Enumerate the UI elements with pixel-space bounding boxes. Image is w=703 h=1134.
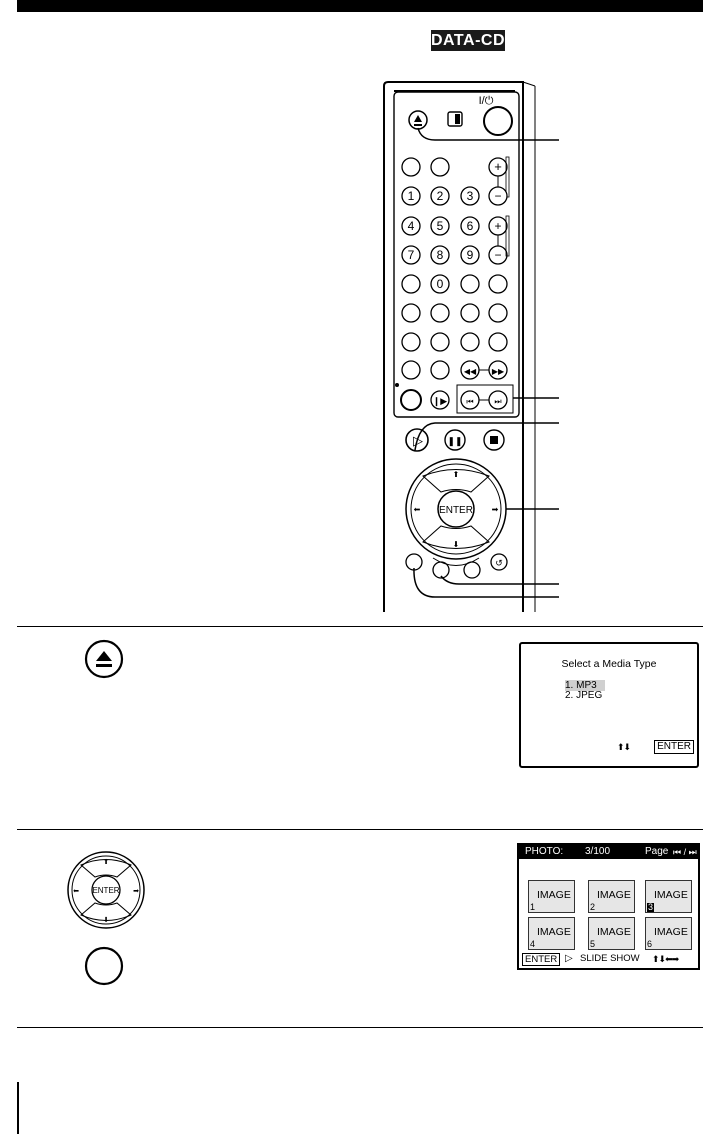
section-divider [17, 829, 703, 830]
thumbnail-selected[interactable] [645, 880, 692, 913]
section-divider [17, 626, 703, 627]
svg-text:+: + [494, 219, 502, 233]
direction-arrows-icon: ⬆⬇⬅➡ [652, 954, 679, 964]
svg-text:−: − [494, 248, 502, 262]
thumbnail[interactable] [528, 880, 575, 913]
round-button-icon [84, 946, 124, 986]
thumbnail[interactable] [588, 917, 635, 950]
up-down-arrows-icon: ⬆⬇ [617, 742, 631, 752]
svg-text:⬇: ⬇ [103, 917, 109, 924]
svg-text:+: + [494, 159, 502, 174]
photo-browse-screen [517, 843, 700, 970]
remote-power-button [484, 107, 512, 135]
thumbnail-number: 5 [590, 939, 596, 949]
remote-enter-label: ENTER [439, 505, 473, 516]
thumbnail-label: IMAGE [654, 889, 688, 901]
thumbnail-label: IMAGE [597, 889, 631, 901]
media-option-jpeg[interactable]: 2. JPEG [565, 690, 603, 701]
svg-text:⬅: ⬅ [73, 888, 79, 895]
dpad-enter-label: ENTER [92, 886, 120, 895]
photo-screen-header [519, 845, 698, 859]
svg-text:5: 5 [436, 219, 444, 233]
page-margin-bar [17, 1082, 19, 1134]
svg-text:8: 8 [436, 248, 444, 262]
eject-icon [84, 639, 124, 679]
photo-count: 3/100 [585, 846, 611, 857]
svg-text:⬆: ⬆ [103, 859, 109, 866]
thumbnail-number: 1 [530, 902, 536, 912]
media-option-mp3[interactable]: 1. MP3 [565, 680, 605, 691]
remote-control-illustration [375, 78, 703, 612]
svg-text:↺: ↺ [495, 558, 503, 568]
svg-text:−: − [494, 189, 502, 203]
photo-screen-footer [519, 953, 698, 966]
svg-text:➡: ➡ [133, 888, 139, 895]
svg-text:❙▶: ❙▶ [432, 396, 448, 406]
svg-text:▷: ▷ [413, 433, 423, 448]
enter-indicator: ENTER [654, 740, 694, 754]
thumbnail[interactable] [528, 917, 575, 950]
thumbnail-label: IMAGE [537, 926, 571, 938]
page-nav-icon: ⏮ / ⏭ [673, 847, 697, 857]
page-label: Page [645, 846, 669, 857]
top-bar [17, 0, 703, 12]
thumbnail-label: IMAGE [654, 926, 688, 938]
svg-text:❚❚: ❚❚ [447, 436, 463, 446]
thumbnail-label: IMAGE [537, 889, 571, 901]
thumbnail-number: 6 [647, 939, 653, 949]
enter-indicator: ENTER [522, 953, 560, 966]
svg-text:2: 2 [436, 189, 444, 203]
slide-show-label: SLIDE SHOW [580, 953, 640, 964]
svg-text:⬅: ⬅ [413, 505, 421, 514]
photo-label: PHOTO: [525, 846, 564, 857]
svg-text:➡: ➡ [491, 505, 499, 514]
thumbnail[interactable] [588, 880, 635, 913]
svg-text:⬆: ⬆ [452, 470, 460, 479]
data-cd-badge: DATA-CD [431, 32, 505, 49]
play-icon: ▷ [565, 953, 573, 964]
svg-text:⬇: ⬇ [452, 540, 460, 549]
svg-text:4: 4 [407, 219, 415, 233]
section-divider [17, 1027, 703, 1028]
remote-power-label: I/⏻ [478, 95, 494, 107]
svg-text:3: 3 [466, 189, 474, 203]
svg-text:0: 0 [436, 277, 444, 291]
svg-text:7: 7 [407, 248, 415, 262]
thumbnail[interactable] [645, 917, 692, 950]
media-type-title: Select a Media Type [561, 658, 657, 670]
thumbnail-number: 2 [590, 902, 596, 912]
svg-text:◀◀: ◀◀ [463, 367, 477, 376]
directional-pad-icon [61, 850, 151, 930]
svg-text:⏮: ⏮ [466, 397, 474, 406]
svg-text:1: 1 [407, 189, 415, 203]
svg-text:▶▶: ▶▶ [491, 367, 505, 376]
thumbnail-label: IMAGE [597, 926, 631, 938]
media-type-screen [519, 642, 699, 768]
thumbnail-number: 3 [648, 902, 654, 912]
svg-text:⏭: ⏭ [494, 397, 502, 406]
thumbnail-number: 4 [530, 939, 536, 949]
svg-text:6: 6 [466, 219, 474, 233]
svg-text:9: 9 [466, 248, 474, 262]
